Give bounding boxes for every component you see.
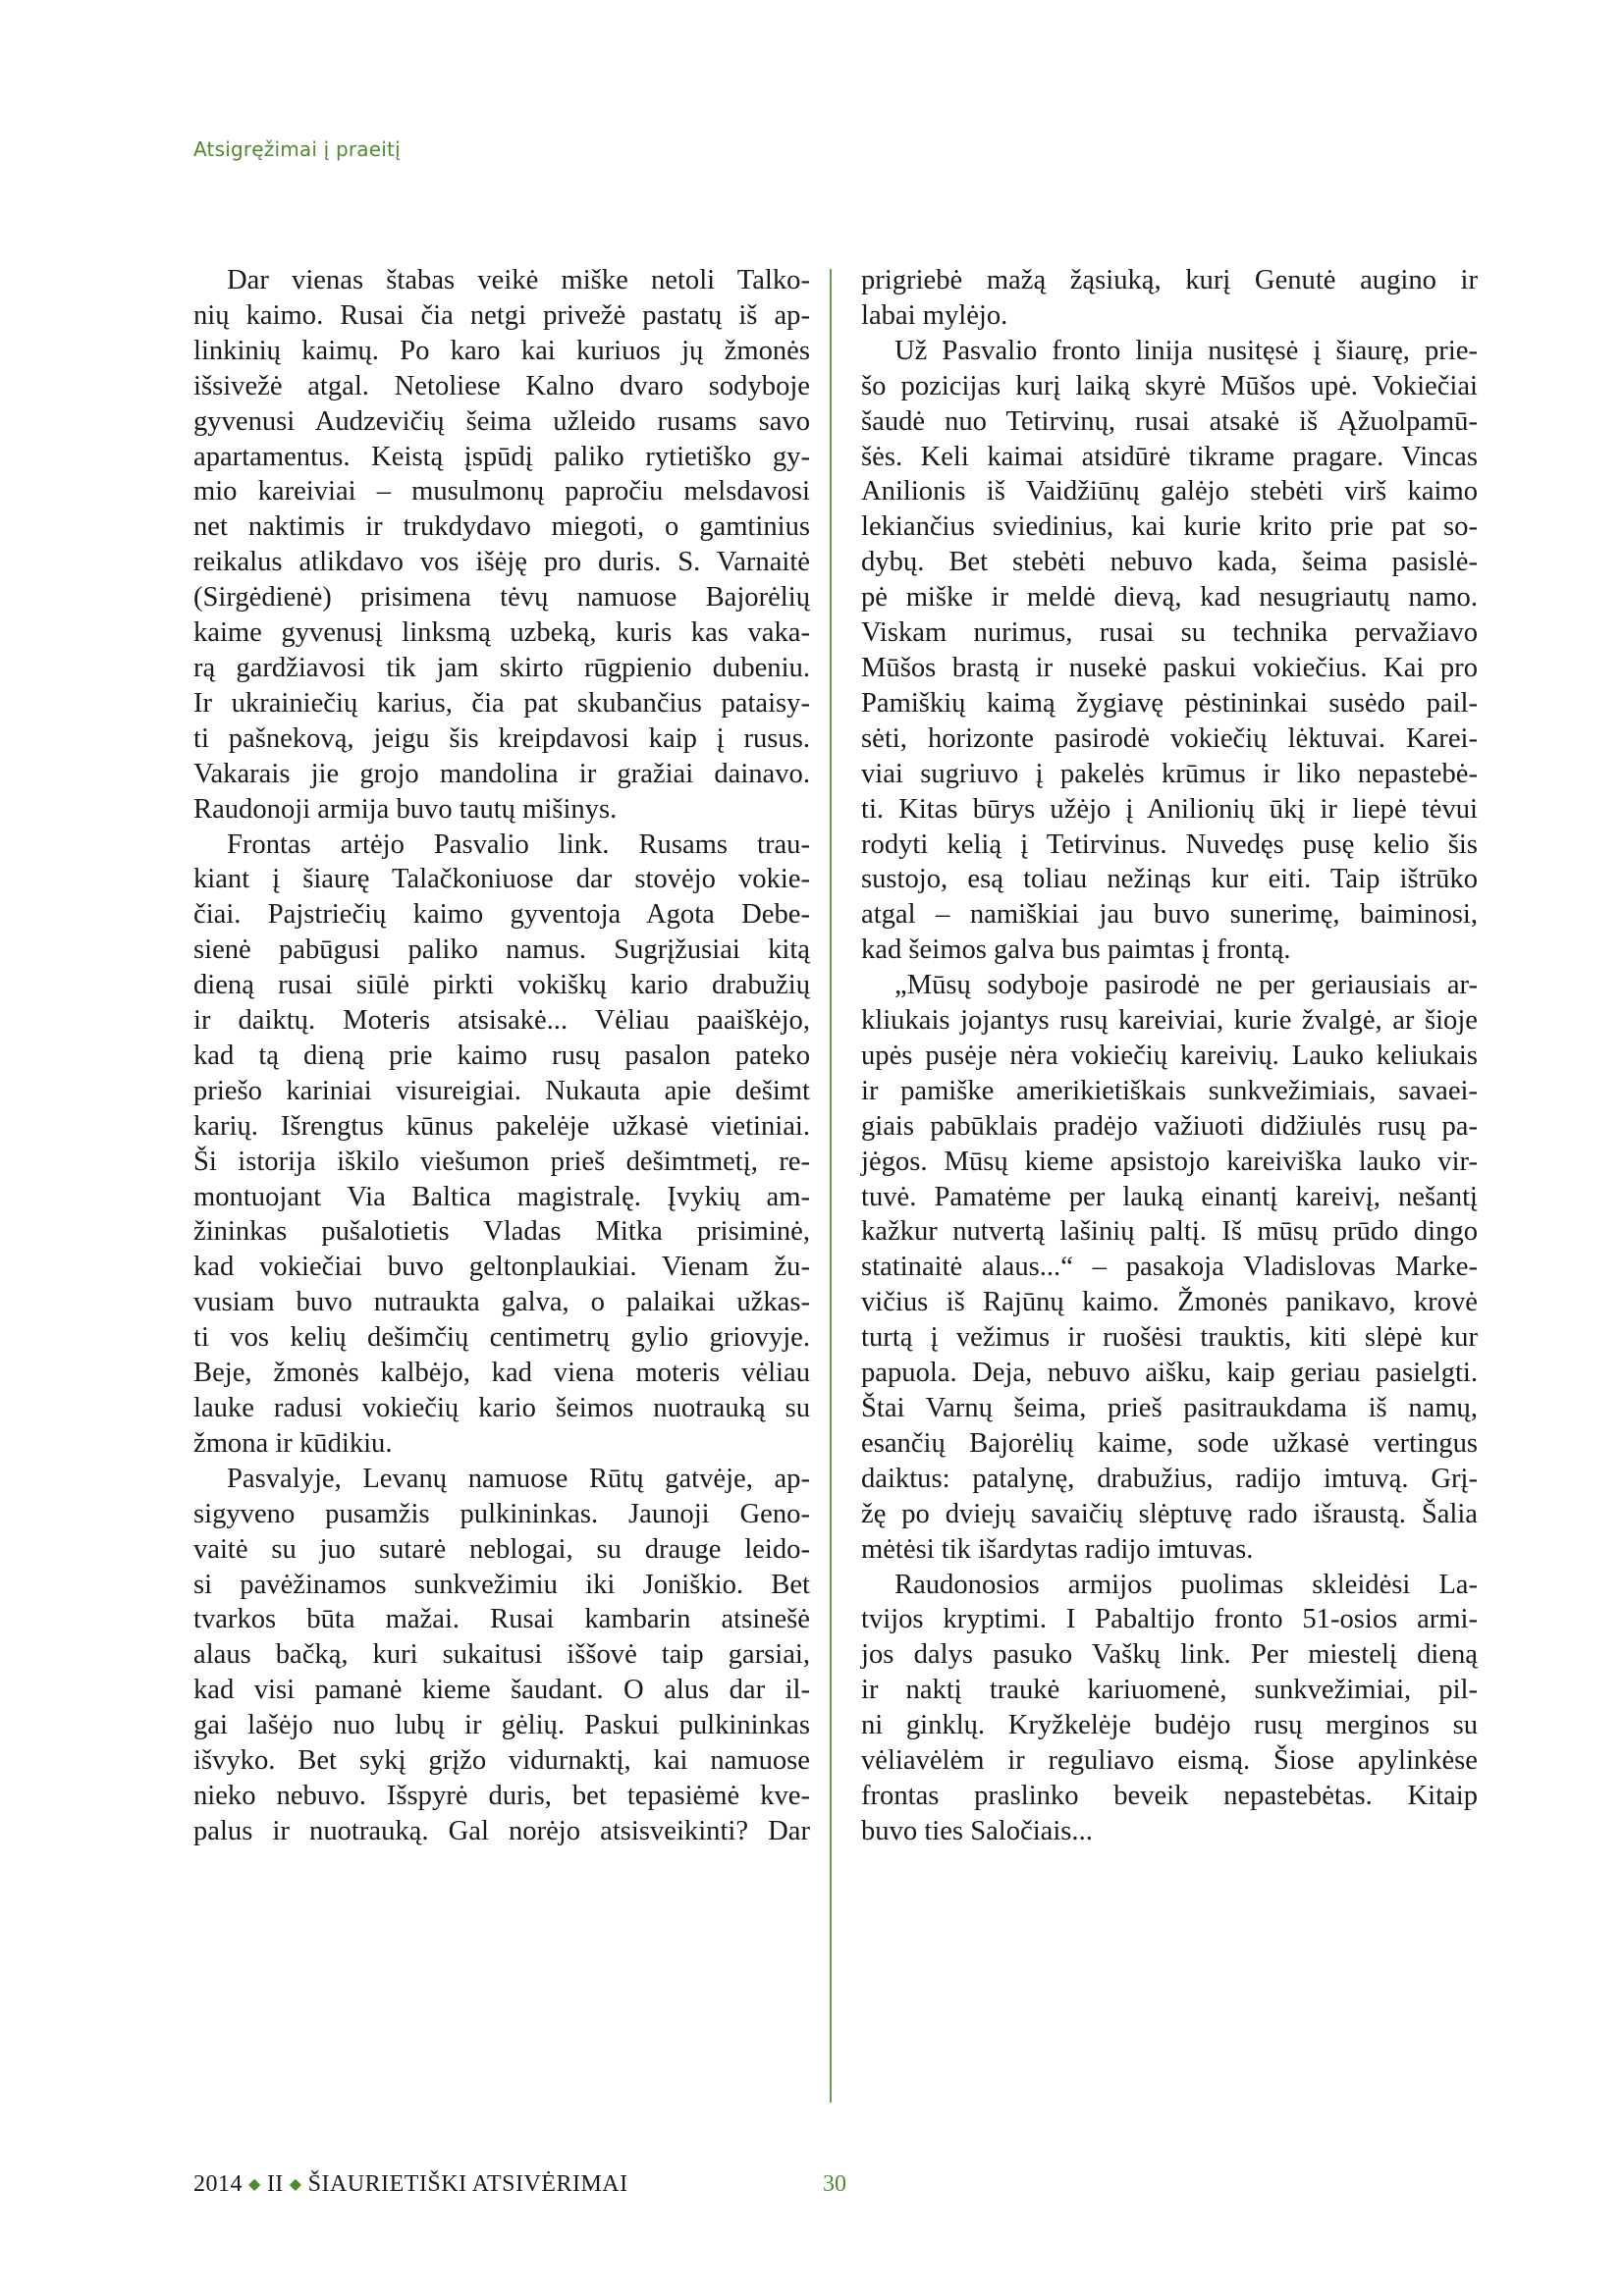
- text-line: tuvė. Pamatėme per lauką einantį kareivį, nešantį: [861, 1181, 1478, 1212]
- text-line: reikalus atlikdavo vos išėję pro duris. S. Varnaitė: [193, 547, 810, 578]
- text-line: kad visi pamanė kieme šaudant. O alus dar il-: [193, 1675, 810, 1706]
- text-line: čiai. Pajstriečių kaimo gyventoja Agota Debe-: [193, 899, 810, 931]
- left-column: [193, 263, 810, 1849]
- text-line: ti vos kelių dešimčių centimetrų gylio griovyje.: [193, 1322, 810, 1354]
- text-line: kaime gyvenusį linksmą uzbeką, kuris kas vaka-: [193, 617, 810, 649]
- text-line: Beje, žmonės kalbėjo, kad viena moteris vėliau: [193, 1358, 810, 1389]
- text-line: Ir ukrainiečių karius, čia pat skubančius pataisy-: [193, 687, 810, 719]
- text-line: (Sirgėdienė) prisimena tėvų namuose Bajorėlių: [193, 582, 810, 614]
- text-line: Pamiškių kaimą žygiavę pėstininkai susėdo pail-: [861, 687, 1478, 719]
- text-line: Ši istorija iškilo viešumon prieš dešimtmetį, re-: [193, 1146, 810, 1177]
- text-line: gai lašėjo nuo lubų ir gėlių. Paskui pulkininkas: [193, 1710, 810, 1741]
- text-line: palus ir nuotrauką. Gal norėjo atsisveikinti? Dar: [193, 1815, 810, 1846]
- text-line: rodyti kelią į Tetirvinus. Nuvedęs pusę kelio šis: [861, 828, 1478, 860]
- text-line: sienė pabūgusi paliko namus. Sugrįžusiai kitą: [193, 934, 810, 966]
- text-line: sėti, horizonte pasirodė vokiečių lėktuvai. Karei-: [861, 722, 1478, 754]
- text-line: apartamentus. Keistą įspūdį paliko rytietiško gy-: [193, 441, 810, 472]
- text-line: Raudonosios armijos puolimas skleidėsi La-: [894, 1569, 1478, 1600]
- right-column: [861, 263, 1478, 1849]
- text-line: jos dalys pasuko Vaškų link. Per miestelį dieną: [861, 1639, 1478, 1671]
- text-line: Anilionis iš Vaidžiūnų galėjo stebėti virš kaimo: [861, 476, 1478, 507]
- text-line: ni ginklų. Kryžkelėje budėjo rusų merginos su: [861, 1710, 1478, 1741]
- text-line: linkinių kaimų. Po karo kai kuriuos jų žmonės: [193, 335, 810, 366]
- text-line: ti. Kitas būrys užėjo į Anilionių ūkį ir liepė tėvui: [861, 793, 1478, 825]
- text-line: šo pozicijas kurį laiką skyrė Mūšos upė. Vokiečiai: [861, 370, 1478, 401]
- text-line: statinaitė alaus...“ – pasakoja Vladislovas Marke-: [861, 1252, 1478, 1283]
- page-number: 30: [823, 2171, 846, 2197]
- text-line: vėliavėlėm ir reguliavo eismą. Šiose apylinkėse: [861, 1745, 1478, 1777]
- text-line: kliukais jojantys rusų kareiviai, kurie žvalgė, ar šioje: [861, 1005, 1478, 1037]
- text-line: išvyko. Bet sykį grįžo vidurnaktį, kai namuose: [193, 1745, 810, 1777]
- issue-year: 2014: [193, 2171, 243, 2197]
- issue-number: II: [266, 2171, 284, 2197]
- text-line: net naktimis ir trukdydavo miegoti, o gamtinius: [193, 511, 810, 543]
- text-line: vaitė su juo sutarė neblogai, su drauge leido-: [193, 1533, 810, 1565]
- text-line: lekiančius sviedinius, kai kurie krito prie pat so-: [861, 511, 1478, 543]
- diamond-icon: ◆: [248, 2176, 261, 2193]
- text-line: Raudonoji armija buvo tautų mišinys.: [193, 793, 618, 825]
- text-line: ir pamiške amerikietiškais sunkvežimiais, savaei-: [861, 1075, 1478, 1106]
- text-line: mėtėsi tik išardytas radijo imtuvas.: [861, 1533, 1254, 1565]
- text-line: Už Pasvalio fronto linija nusitęsė į šiaurę, prie-: [894, 335, 1478, 366]
- text-line: karių. Išrengtus kūnus pakelėje užkasė vietiniai.: [193, 1110, 810, 1142]
- text-line: Štai Varnų šeima, prieš pasitraukdama iš namų,: [861, 1393, 1478, 1423]
- text-line: labai mylėjo.: [861, 299, 1008, 331]
- text-line: Pasvalyje, Levanų namuose Rūtų gatvėje, ap-: [227, 1463, 810, 1494]
- text-line: daiktus: patalynę, drabužius, radijo imtuvą. Grį-: [861, 1463, 1478, 1494]
- text-line: dybų. Bet stebėti nebuvo kada, šeima pasislė-: [861, 547, 1478, 578]
- text-line: nieko nebuvo. Išspyrė duris, bet tepasiėmė kve-: [193, 1780, 810, 1811]
- text-line: tvarkos būta mažai. Rusai kambarin atsinešė: [193, 1604, 810, 1635]
- text-line: žmona ir kūdikiu.: [193, 1427, 393, 1459]
- text-line: kiant į šiaurę Talačkoniuose dar stovėjo vokie-: [193, 864, 810, 895]
- text-line: Dar vienas štabas veikė miške netoli Talko-: [227, 265, 810, 295]
- text-line: kad tą dieną prie kaimo rusų pasalon pateko: [193, 1040, 810, 1071]
- text-line: papuola. Deja, nebuvo aišku, kaip geriau pasielgti.: [861, 1358, 1478, 1389]
- text-line: priešo kariniai visureigiai. Nukauta apie dešimt: [193, 1075, 810, 1106]
- text-line: ir naktį traukė kariuomenė, sunkvežimiai, pil-: [861, 1675, 1478, 1706]
- text-line: montuojant Via Baltica magistralę. Įvykių am-: [193, 1181, 810, 1212]
- text-line: frontas praslinko beveik nepastebėtas. Kitaip: [861, 1780, 1478, 1811]
- text-line: išsivežė atgal. Netoliese Kalno dvaro sodyboje: [193, 370, 810, 401]
- text-line: si pavėžinamos sunkvežimiu iki Joniškio. Bet: [193, 1569, 810, 1600]
- text-line: nių kaimo. Rusai čia netgi privežė pastatų iš ap-: [193, 299, 810, 331]
- text-line: dieną rusai siūlė pirkti vokiškų kario drabužių: [193, 970, 810, 1001]
- text-line: tvijos kryptimi. I Pabaltijo fronto 51-osios armi-: [861, 1604, 1478, 1635]
- text-line: sustojo, esą toliau nežinąs kur eiti. Taip ištrūko: [861, 864, 1478, 895]
- text-line: alaus bačką, kuri sukaitusi iššovė taip garsiai,: [193, 1639, 810, 1671]
- text-line: giais pabūklais pradėjo važiuoti didžiulės rusų pa-: [861, 1110, 1478, 1142]
- text-line: gyvenusi Audzevičių šeima užleido rusams savo: [193, 405, 810, 437]
- text-line: buvo ties Saločiais...: [861, 1815, 1093, 1846]
- text-line: vusiam buvo nutraukta galva, o palaikai užkas-: [193, 1287, 810, 1318]
- text-line: Frontas artėjo Pasvalio link. Rusams trau-: [227, 828, 810, 860]
- text-line: upės pusėje nėra vokiečių kareivių. Lauko keliukais: [861, 1040, 1478, 1071]
- text-line: mio kareiviai – musulmonų papročiu melsdavosi: [193, 476, 810, 507]
- text-line: rą gardžiavosi tik jam skirto rūgpienio dubeniu.: [193, 652, 810, 683]
- journal-citation: [193, 2171, 628, 2198]
- text-line: lauke radusi vokiečių kario šeimos nuotrauką su: [193, 1393, 810, 1423]
- text-line: „Mūsų sodyboje pasirodė ne per geriausiais ar-: [894, 970, 1478, 1001]
- text-line: esančių Bajorėlių kaime, sode užkasė vertingus: [861, 1427, 1478, 1459]
- text-line: Vakarais jie grojo mandolina ir gražiai dainavo.: [193, 758, 810, 789]
- text-line: ti pašnekovą, jeigu šis kreipdavosi kaip į rusus.: [193, 722, 810, 754]
- text-line: vičius iš Rajūnų kaimo. Žmonės panikavo, krovė: [861, 1287, 1478, 1318]
- text-line: sigyveno pusamžis pulkininkas. Jaunoji Geno-: [193, 1498, 810, 1529]
- text-line: viai sugriuvo į pakelės krūmus ir liko nepastebė-: [861, 758, 1478, 789]
- text-line: kažkur nutvertą lašinių paltį. Iš mūsų prūdo dingo: [861, 1216, 1478, 1248]
- text-line: žininkas pušalotietis Vladas Mitka prisiminė,: [193, 1216, 810, 1248]
- text-line: kad vokiečiai buvo geltonplaukiai. Vienam žu-: [193, 1252, 810, 1283]
- text-line: Mūšos brastą ir nusekė paskui vokiečius. Kai pro: [861, 652, 1478, 683]
- text-line: jėgos. Mūsų kieme apsistojo kareiviška lauko vir-: [861, 1146, 1478, 1177]
- text-line: kad šeimos galva bus paimtas į frontą.: [861, 934, 1291, 966]
- journal-title: ŠIAURIETIŠKI ATSIVĖRIMAI: [307, 2171, 628, 2197]
- text-line: ir daiktų. Moteris atsisakė... Vėliau paaiškėjo,: [193, 1005, 810, 1037]
- diamond-icon: ◆: [289, 2176, 302, 2193]
- text-line: atgal – namiškiai jau buvo sunerimę, baiminosi,: [861, 899, 1478, 931]
- running-head: Atsigręžimai į praeitį: [193, 137, 401, 161]
- text-line: žę po dviejų savaičių slėptuvę rado išraustą. Šalia: [861, 1498, 1478, 1529]
- text-line: pė miške ir meldė dievą, kad nesugriautų namo.: [861, 582, 1478, 614]
- text-line: Viskam nurimus, rusai su technika pervažiavo: [861, 617, 1478, 649]
- text-line: šaudė nuo Tetirvinų, rusai atsakė iš Ąžuolpamū-: [861, 405, 1478, 437]
- text-line: šės. Keli kaimai atsidūrė tikrame pragare. Vincas: [861, 441, 1478, 472]
- text-line: turtą į vežimus ir ruošėsi trauktis, kiti slėpė kur: [861, 1322, 1478, 1354]
- text-line: prigriebė mažą žąsiuką, kurį Genutė augino ir: [861, 265, 1478, 295]
- column-divider: [830, 269, 832, 2103]
